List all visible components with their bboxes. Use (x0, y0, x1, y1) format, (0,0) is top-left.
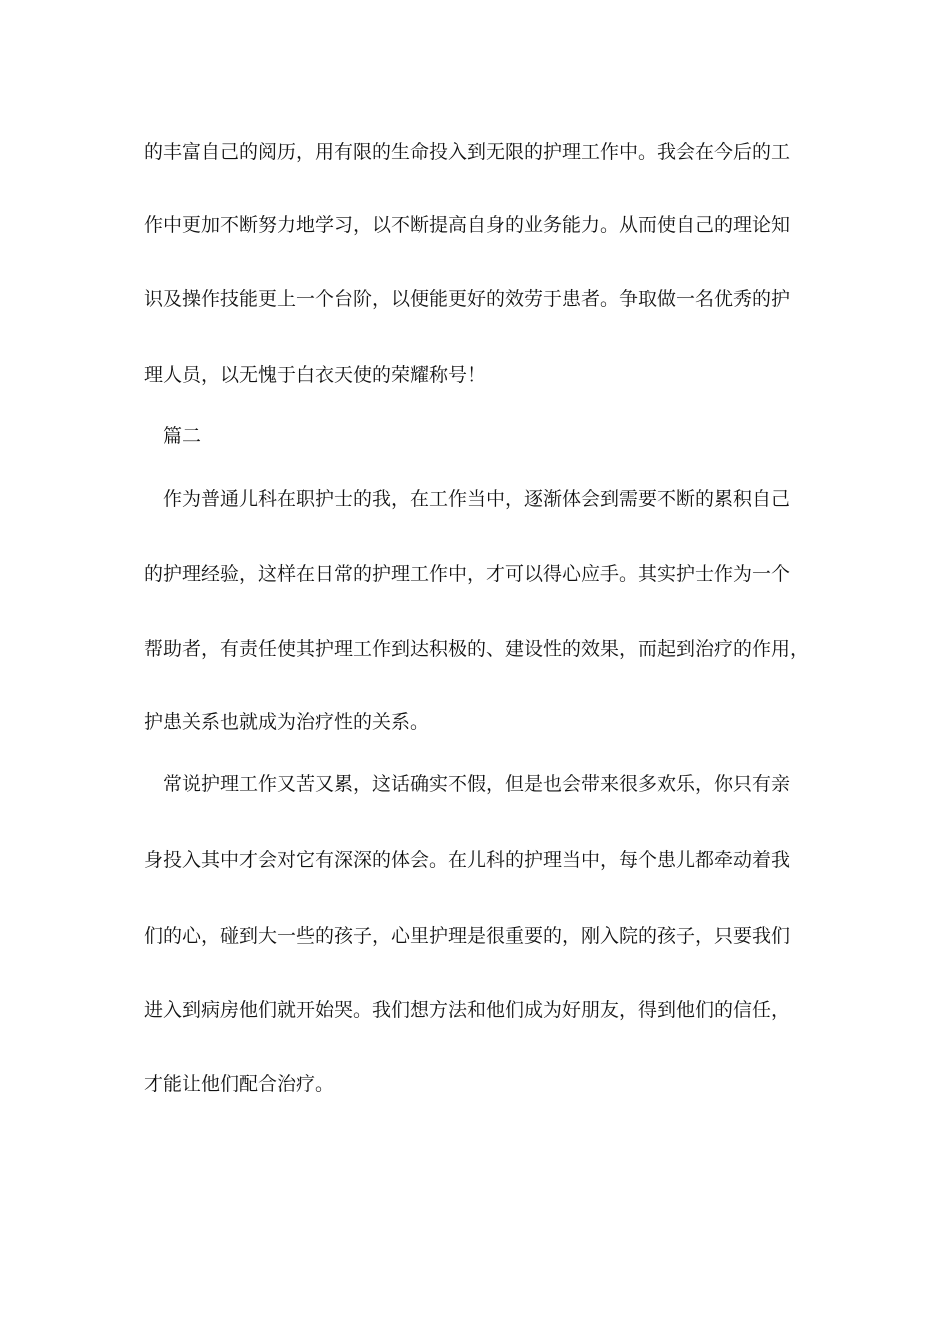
paragraph-line: 帮助者，有责任使其护理工作到达积极的、建设性的效果，而起到治疗的作用， (144, 638, 810, 660)
paragraph-line: 才能让他们配合治疗。 (144, 1073, 335, 1095)
paragraph-line: 识及操作技能更上一个台阶，以便能更好的效劳于患者。争取做一名优秀的护 (144, 288, 791, 310)
paragraph-line: 常说护理工作又苦又累，这话确实不假，但是也会带来很多欢乐，你只有亲 (163, 773, 791, 795)
paragraph-line: 的护理经验，这样在日常的护理工作中，才可以得心应手。其实护士作为一个 (144, 563, 791, 585)
paragraph-line: 作为普通儿科在职护士的我，在工作当中，逐渐体会到需要不断的累积自己 (163, 488, 791, 510)
section-heading: 篇二 (163, 425, 202, 447)
paragraph-line: 理人员，以无愧于白衣天使的荣耀称号！ (144, 364, 487, 386)
paragraph-line: 的丰富自己的阅历，用有限的生命投入到无限的护理工作中。我会在今后的工 (144, 141, 791, 163)
paragraph-line: 护患关系也就成为治疗性的关系。 (144, 711, 430, 733)
paragraph-line: 作中更加不断努力地学习，以不断提高自身的业务能力。从而使自己的理论知 (144, 214, 791, 236)
paragraph-line: 进入到病房他们就开始哭。我们想方法和他们成为好朋友，得到他们的信任， (144, 999, 791, 1021)
paragraph-line: 身投入其中才会对它有深深的体会。在儿科的护理当中，每个患儿都牵动着我 (144, 849, 791, 871)
paragraph-line: 们的心，碰到大一些的孩子，心里护理是很重要的，刚入院的孩子，只要我们 (144, 925, 791, 947)
